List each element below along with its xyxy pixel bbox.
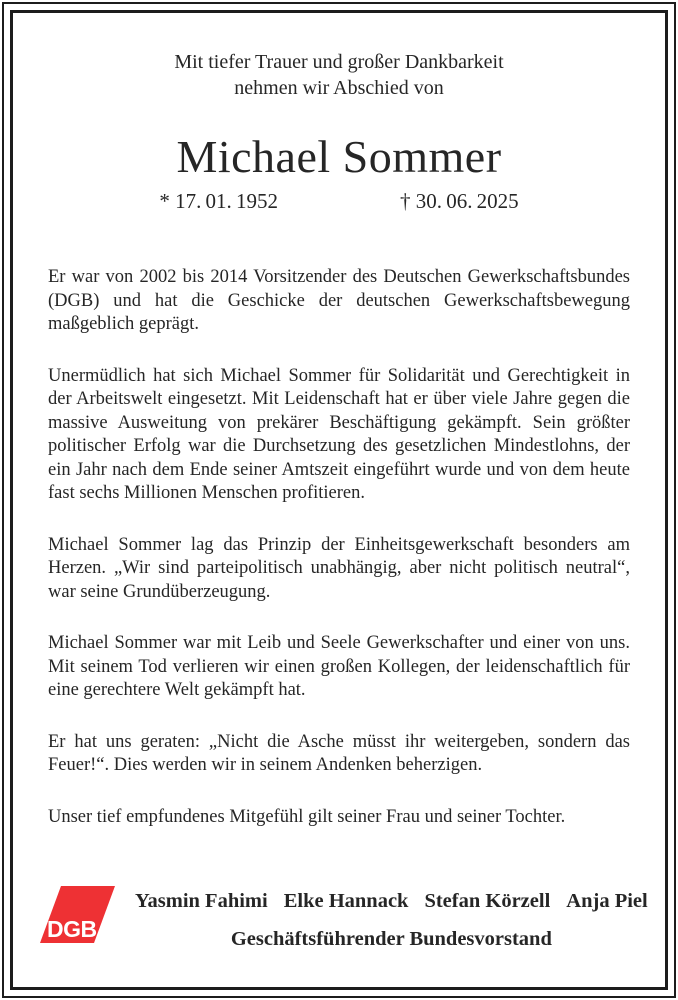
obituary-paragraph-5: Er hat uns geraten: „Nicht die Asche müsst ihr weitergeben, sondern das Feuer!“. Dies werden wir in seinem Andenken beherzigen. [48,731,630,775]
dgb-logo [40,886,135,943]
death-date: † 30. 06. 2025 [400,189,519,213]
obituary-paragraph-4: Michael Sommer war mit Leib und Seele Gewerkschafter und einer von uns. Mit seinem Tod verlieren wir einen großen Kollegen, der leidenschaftlich für eine gerechtere Welt gekämpft hat. [48,633,630,700]
intro-line-1: Mit tiefer Trauer und großer Dankbarkeit [174,51,504,73]
signatory-name-4: Anja Piel [566,890,648,912]
life-dates [48,188,630,214]
signatory-name-2: Elke Hannack [283,890,409,912]
obituary-body [48,266,630,829]
dgb-logo-shape [40,886,115,943]
birth-date: * 17. 01. 1952 [159,189,278,213]
signatories [135,886,648,952]
signature-block [47,886,648,952]
intro-line-2: nehmen wir Abschied von [234,77,444,99]
inner-frame [10,10,668,990]
outer-frame [2,2,676,998]
obituary-paragraph-1: Er war von 2002 bis 2014 Vorsitzender des Deutschen Gewerkschaftsbundes (DGB) und hat die Geschicke der deutschen Gewerkschaftsbewegung maßgeblich geprägt. [48,267,630,334]
board-title: Geschäftsführender Bundesvorstand [230,928,552,950]
signatory-names-row [135,888,648,914]
condolence-text: Unser tief empfundenes Mitgefühl gilt seiner Frau und seiner Tochter. [48,806,566,827]
signatory-name-1: Yasmin Fahimi [135,890,268,912]
signatory-name-3: Stefan Körzell [424,890,551,912]
obituary-paragraph-3: Michael Sommer lag das Prinzip der Einheitsgewerkschaft besonders am Herzen. „Wir sind parteipolitisch unabhängig, aber nicht politisch neutral“, war seine Grundüberzeugung. [48,534,630,602]
intro-text [48,49,630,101]
deceased-name: Michael Sommer [176,131,502,182]
obituary-paragraph-2: Unermüdlich hat sich Michael Sommer für Solidarität und Gerechtigkeit in der Arbeitswelt eingesetzt. Mit Leidenschaft hat er über viele Jahre gegen die massive Ausweitung von prekärer Beschäftigung gekämpft. Sein größter politischer Erfolg war die Durchsetzung des gesetzlichen Mindestlohns, der ein Jahr nach dem Ende seiner Amtszeit eingeführt wurde und von dem heute fast sechs Millionen Menschen profitieren. [48,365,630,503]
dgb-logo-text: DGB [47,916,97,942]
